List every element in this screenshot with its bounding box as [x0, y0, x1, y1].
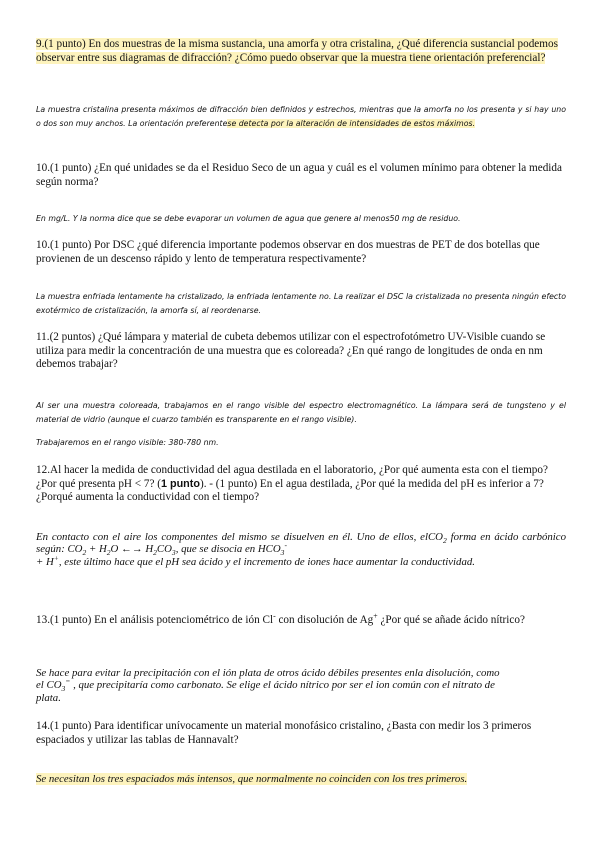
- question-9-text: 9.(1 punto) En dos muestras de la misma sustancia, una amorfa y otra cristalina, ¿Qué diferencia sustancial podemos observar entre sus diagramas de difracción? ¿Cómo puedo observar que la muestra tiene orientación preferencial?: [36, 38, 558, 64]
- question-12-bold: 1 punto: [160, 477, 200, 490]
- answer-12-g: + H: [36, 555, 54, 568]
- answer-10b: [36, 290, 566, 317]
- answer-11-1-text: Al ser una muestra coloreada, trabajamos en el rango visible del espectro electromagnético. La lámpara será de tungsteno y el material de vidrio (aunque el cuarzo también es transparente en el rango visible).: [36, 401, 566, 424]
- answer-9-part1: La muestra cristalina presenta máximos de difracción bien definidos y estrechos, mientras que la amorfa no los presenta y si hay uno o dos son muy anchos. La orientación preferente: [36, 105, 566, 128]
- answer-12-sup: -: [284, 540, 287, 550]
- question-13-text-b: con disolución de Ag: [275, 614, 374, 626]
- question-13-text-a: 13.(1 punto) En el análisis potenciométrico de ión Cl: [36, 614, 274, 626]
- answer-12-b: forma en ácido carbónico según: CO: [36, 531, 566, 556]
- answer-11-2: [36, 436, 566, 450]
- question-12-text-b: ). - (1 punto) En el agua destilada, ¿Por qué la medida del pH es inferior a 7? ¿Porqué aumenta la conductividad con el tiempo?: [36, 477, 544, 504]
- answer-14-text: Se necesitan los tres espaciados más intensos, que normalmente no coinciden con los tres primeros.: [36, 773, 468, 785]
- question-13: [36, 611, 566, 628]
- question-14: [36, 720, 566, 747]
- answer-13: [36, 667, 506, 704]
- answer-9-part2: se detecta por la alteración de intensidades de estos máximos.: [227, 118, 476, 128]
- answer-10a-text: En mg/L. Y la norma dice que se debe evaporar un volumen de agua que genere al menos50 mg de residuo.: [36, 214, 461, 223]
- answer-11-2-text: Trabajaremos en el rango visible: 380-780 nm.: [36, 438, 219, 447]
- answer-13-b: , que precipitaría como carbonato. Se elige el ácido nítrico por ser el ion común con el nitrato de plata.: [36, 679, 495, 704]
- answer-14: [36, 773, 496, 786]
- question-11-text: 11.(2 puntos) ¿Qué lámpara y material de cubeta debemos utilizar con el espectrofotómetro UV-Visible cuando se utiliza para medir la concentración de una muestra que es coloreada? ¿En qué rango de longitudes de onda en nm debemos trabajar?: [36, 331, 546, 371]
- answer-12: [36, 531, 566, 568]
- answer-9: [36, 103, 566, 130]
- question-13-sup1: -: [273, 611, 276, 621]
- question-11: [36, 331, 566, 372]
- question-13-sup2: +: [373, 611, 378, 621]
- answer-10b-text: La muestra enfriada lentamente ha cristalizado, la enfriada lentamente no. La realizar el DSC la cristalizada no presenta ningún efecto exotérmico de cristalización, la amorfa sí, al reordenarse.: [36, 292, 566, 315]
- answer-13-a: Se hace para evitar la precipitación con el ión plata de otros ácido débiles presentes enla disolución, como el CO: [36, 667, 500, 692]
- question-10a: [36, 162, 566, 189]
- answer-12-sub: 2: [153, 548, 157, 558]
- answer-12-sub: 3: [280, 548, 285, 558]
- question-10a-text: 10.(1 punto) ¿En qué unidades se da el Residuo Seco de un agua y cuál es el volumen mínimo para obtener la medida según norma?: [36, 162, 562, 188]
- question-13-text-c: ¿Por qué se añade ácido nítrico?: [377, 614, 525, 626]
- answer-13-sup: =: [65, 676, 71, 686]
- answer-12-sub: 2: [442, 536, 447, 546]
- answer-10a: [36, 212, 566, 226]
- answer-12-sup: +: [53, 553, 59, 563]
- answer-12-sub: 3: [171, 548, 176, 558]
- answer-12-c: + H: [86, 543, 107, 556]
- answer-12-h: , este último hace que el pH sea ácido y el incremento de iones hace aumentar la conductividad.: [58, 555, 475, 568]
- question-12-text-a: 12.Al hacer la medida de conductividad del agua destilada en el laboratorio, ¿Por qué aumenta esta con el tiempo? ¿Por qué presenta pH < 7? (: [36, 464, 548, 490]
- answer-11-1: [36, 399, 566, 426]
- question-10b-text: 10.(1 punto) Por DSC ¿qué diferencia importante podemos observar en dos muestras de PET de dos botellas que provienen de un descenso rápido y lento de temperatura respectivamente?: [36, 239, 540, 265]
- question-9: [36, 38, 566, 65]
- question-12: [36, 464, 566, 505]
- answer-12-a: En contacto con el aire los componentes del mismo se disuelven en él. Uno de ellos, elCO: [36, 531, 443, 543]
- answer-12-sub: 2: [106, 548, 111, 558]
- answer-12-e: CO: [156, 543, 172, 556]
- question-10b: [36, 239, 566, 266]
- answer-12-d: O ←→ H: [110, 543, 154, 556]
- answer-12-f: , que se disocia en HCO: [175, 543, 281, 556]
- answer-12-sub: 2: [82, 548, 87, 558]
- answer-13-sub: 3: [61, 684, 66, 694]
- question-14-text: 14.(1 punto) Para identificar unívocamente un material monofásico cristalino, ¿Basta con medir los 3 primeros espaciados y utilizar las tablas de Hannavalt?: [36, 720, 532, 746]
